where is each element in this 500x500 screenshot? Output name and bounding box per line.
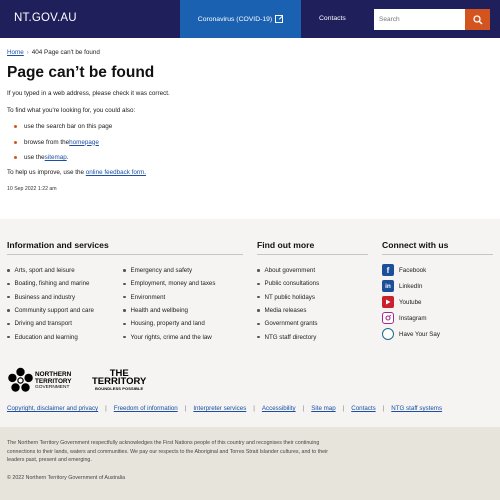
- homepage-link[interactable]: homepage: [69, 138, 99, 146]
- info-services-list-2: [123, 264, 215, 344]
- bullet-icon: [14, 125, 17, 128]
- footer-link[interactable]: Your rights, crime and the law: [123, 330, 215, 343]
- bullet-icon: [257, 296, 260, 299]
- search-input[interactable]: [374, 9, 465, 30]
- bullet-icon: [123, 309, 126, 312]
- footer-link[interactable]: Environment: [123, 291, 215, 304]
- copyright-text: © 2022 Northern Territory Government of Australia: [7, 475, 126, 481]
- staff-systems-link[interactable]: NTG staff systems: [391, 405, 443, 412]
- footer-link[interactable]: NTG staff directory: [257, 330, 319, 343]
- bullet-icon: [7, 296, 10, 299]
- site-header: [0, 0, 500, 38]
- breadcrumb-home-link[interactable]: Home: [7, 49, 24, 56]
- bullet-icon: [7, 309, 10, 312]
- external-link-icon: [275, 15, 283, 23]
- bullet-icon: [257, 336, 260, 339]
- social-link-instagram[interactable]: Instagram: [382, 310, 440, 326]
- bullet-icon: [123, 283, 126, 286]
- footer-link[interactable]: Community support and care: [7, 304, 94, 317]
- acknowledgement-band: [0, 427, 500, 500]
- site-logo[interactable]: NT.GOV.AU: [14, 12, 77, 24]
- footer-link[interactable]: Housing, property and land: [123, 317, 215, 330]
- breadcrumb-current: 404 Page can't be found: [31, 49, 100, 56]
- site-footer: [0, 219, 500, 427]
- bullet-icon: [257, 283, 260, 286]
- header-contacts-link[interactable]: Contacts: [319, 15, 346, 22]
- separator: |: [302, 405, 305, 412]
- linkedin-icon: in: [382, 280, 394, 292]
- search-icon: [473, 15, 483, 25]
- covid-link[interactable]: [180, 0, 301, 38]
- list-item: browse from the homepage: [14, 139, 112, 155]
- footer-link[interactable]: Government grants: [257, 317, 319, 330]
- interpreter-link[interactable]: Interpreter services: [193, 405, 247, 412]
- bullet-icon: [257, 309, 260, 312]
- bullet-icon: [257, 269, 260, 272]
- footer-link[interactable]: Employment, money and taxes: [123, 277, 215, 290]
- footer-bottom-links: [7, 405, 442, 412]
- find-out-more-heading: Find out more: [257, 240, 315, 250]
- list-item: use the search bar on this page: [14, 123, 112, 139]
- list-item: use the sitemap .: [14, 154, 112, 170]
- copyright-link[interactable]: Copyright, disclaimer and privacy: [7, 405, 99, 412]
- accessibility-link[interactable]: Accessibility: [261, 405, 296, 412]
- bullet-icon: [123, 323, 126, 326]
- footer-link[interactable]: Media releases: [257, 304, 319, 317]
- connect-heading: Connect with us: [382, 240, 449, 250]
- bullet-icon: [7, 283, 10, 286]
- separator: |: [382, 405, 385, 412]
- find-out-more-list: [257, 264, 319, 344]
- chevron-right-icon: ›: [26, 49, 29, 56]
- bullet-icon: [123, 269, 126, 272]
- bullet-icon: [14, 156, 17, 159]
- find-lead-text: To find what you're looking for, you could also:: [7, 107, 136, 114]
- footer-link[interactable]: About government: [257, 264, 319, 277]
- social-link-have-your-say[interactable]: Have Your Say: [382, 326, 440, 342]
- intro-text: If you typed in a web address, please check it was correct.: [7, 90, 170, 97]
- facebook-icon: f: [382, 264, 394, 276]
- feedback-form-link[interactable]: online feedback form.: [85, 169, 146, 176]
- sitemap-link[interactable]: sitemap: [44, 154, 67, 161]
- footer-link[interactable]: Public consultations: [257, 277, 319, 290]
- footer-link[interactable]: Emergency and safety: [123, 264, 215, 277]
- footer-link[interactable]: Arts, sport and leisure: [7, 264, 94, 277]
- separator: |: [184, 405, 187, 412]
- breadcrumb: [7, 49, 100, 56]
- nt-government-logo-icon: [7, 367, 34, 394]
- info-services-heading: Information and services: [7, 240, 109, 250]
- social-link-linkedin[interactable]: in LinkedIn: [382, 278, 440, 294]
- social-links: [382, 262, 440, 342]
- footer-link[interactable]: Boating, fishing and marine: [7, 277, 94, 290]
- bullet-icon: [7, 269, 10, 272]
- footer-link[interactable]: Health and wellbeing: [123, 304, 215, 317]
- contacts-footer-link[interactable]: Contacts: [351, 405, 376, 412]
- divider: [7, 254, 243, 255]
- bullet-icon: [123, 296, 126, 299]
- divider: [382, 254, 493, 255]
- instagram-icon: [382, 312, 394, 324]
- footer-link[interactable]: Education and learning: [7, 330, 94, 343]
- page-title: Page can’t be found: [7, 64, 155, 81]
- bullet-icon: [7, 323, 10, 326]
- info-services-list-1: [7, 264, 94, 344]
- footer-link[interactable]: Driving and transport: [7, 317, 94, 330]
- options-list: [14, 123, 112, 170]
- foi-link[interactable]: Freedom of information: [113, 405, 178, 412]
- youtube-icon: [382, 296, 394, 308]
- bullet-icon: [257, 323, 260, 326]
- footer-link[interactable]: Business and industry: [7, 291, 94, 304]
- social-link-youtube[interactable]: Youtube: [382, 294, 440, 310]
- bullet-icon: [14, 141, 17, 144]
- separator: |: [253, 405, 255, 412]
- social-link-facebook[interactable]: f Facebook: [382, 262, 440, 278]
- search-button[interactable]: [465, 9, 490, 30]
- nt-government-wordmark: NORTHERN TERRITORY GOVERNMENT: [35, 371, 72, 391]
- covid-link-label: Coronavirus (COVID-19): [197, 15, 273, 23]
- separator: |: [342, 405, 345, 412]
- separator: |: [105, 405, 107, 412]
- divider: [257, 254, 368, 255]
- acknowledgement-text: The Northern Territory Government respectfully acknowledges the First Nations people of this country and recognises their continuing connections to their lands, waters and communities. We pay our respects to the Aboriginal and Torres Strait Islander cultures, and to their leaders past, present and emerging.: [7, 440, 329, 464]
- bullet-icon: [7, 336, 10, 339]
- feedback-text: To help us improve, use the online feedback form.: [7, 169, 146, 176]
- territory-brand-logo: THE TERRITORY BOUNDLESS POSSIBLE: [92, 368, 147, 391]
- speech-bubble-icon: [382, 328, 394, 340]
- footer-link[interactable]: NT public holidays: [257, 291, 319, 304]
- sitemap-footer-link[interactable]: Site map: [311, 405, 336, 412]
- page-timestamp: 10 Sep 2022 1:22 am: [7, 186, 57, 192]
- bullet-icon: [123, 336, 126, 339]
